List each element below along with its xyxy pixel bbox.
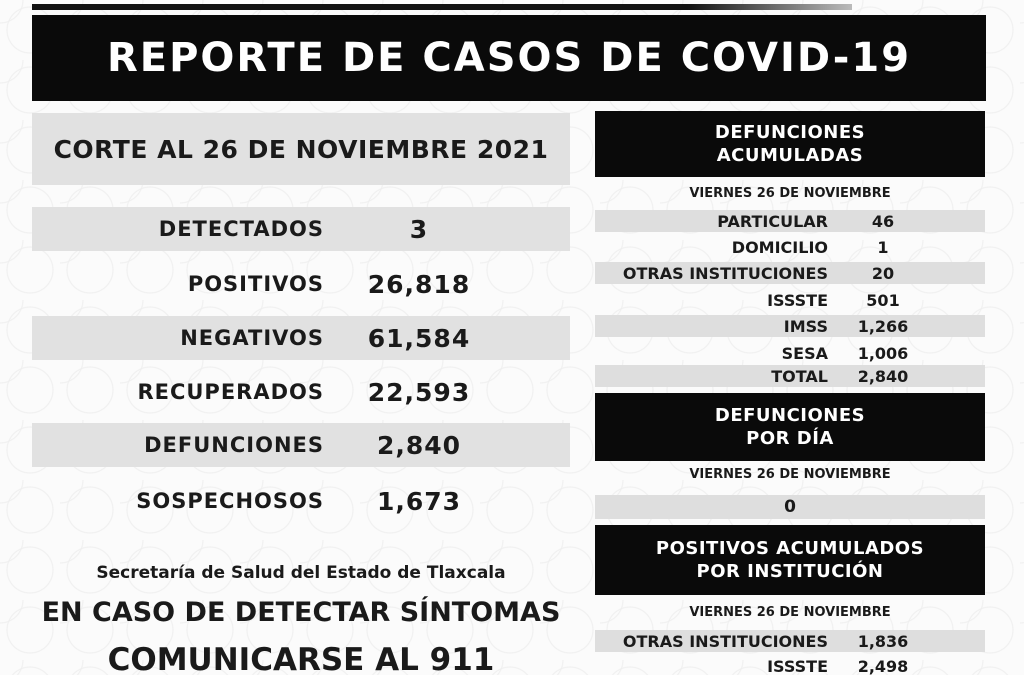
defunciones-por-dia-header xyxy=(595,393,985,461)
section-title: DEFUNCIONES xyxy=(714,122,866,143)
cutoff-date: CORTE AL 26 DE NOVIEMBRE 2021 xyxy=(53,134,549,164)
stat-label: NEGATIVOS xyxy=(180,326,324,350)
section-title: ACUMULADAS xyxy=(716,145,864,166)
row-value: 501 xyxy=(866,290,900,310)
positivos-institucion-header xyxy=(595,525,985,595)
stat-row-detectados xyxy=(32,207,570,251)
emergency-contact: COMUNICARSE AL 911 xyxy=(107,642,495,675)
section-date: VIERNES 26 DE NOVIEMBRE xyxy=(689,186,891,201)
stat-row-recuperados xyxy=(32,370,570,414)
section-title: POR DÍA xyxy=(746,428,834,449)
row-value: 20 xyxy=(871,263,895,283)
page-title: REPORTE DE CASOS DE COVID-19 xyxy=(106,35,912,81)
stat-value: 2,840 xyxy=(376,430,462,460)
row-value: 1,266 xyxy=(857,316,909,336)
table-row xyxy=(595,262,985,284)
stat-label: DETECTADOS xyxy=(158,217,324,241)
table-row xyxy=(595,630,985,652)
section-title: POSITIVOS ACUMULADOS xyxy=(655,538,925,559)
table-row xyxy=(595,210,985,232)
stat-label: RECUPERADOS xyxy=(137,380,324,404)
row-label: PARTICULAR xyxy=(717,211,828,231)
stat-value: 1,673 xyxy=(376,486,462,516)
row-label: DOMICILIO xyxy=(731,237,828,257)
table-row xyxy=(595,655,985,675)
section-date: VIERNES 26 DE NOVIEMBRE xyxy=(689,605,891,620)
stat-row-positivos xyxy=(32,262,570,306)
top-divider xyxy=(32,4,852,10)
title-banner xyxy=(32,15,986,101)
section-title: POR INSTITUCIÓN xyxy=(696,561,884,582)
row-label: SESA xyxy=(781,343,828,363)
symptom-warning: EN CASO DE DETECTAR SÍNTOMAS xyxy=(41,597,561,628)
cutoff-date-banner xyxy=(32,113,570,185)
row-label: TOTAL xyxy=(771,366,828,386)
row-value: 1,836 xyxy=(857,631,909,651)
row-label: OTRAS INSTITUCIONES xyxy=(622,263,828,283)
stat-value: 3 xyxy=(409,214,429,244)
row-value: 46 xyxy=(871,211,895,231)
stat-label: DEFUNCIONES xyxy=(144,433,324,457)
row-value: 2,498 xyxy=(857,656,909,675)
defunciones-acumuladas-header xyxy=(595,111,985,177)
stat-value: 26,818 xyxy=(367,269,471,299)
stat-value: 61,584 xyxy=(367,323,471,353)
daily-deaths-value: 0 xyxy=(595,495,985,519)
table-row xyxy=(595,289,985,311)
row-value: 1,006 xyxy=(857,343,909,363)
section-date: VIERNES 26 DE NOVIEMBRE xyxy=(689,467,891,482)
table-row xyxy=(595,342,985,364)
stat-row-negativos xyxy=(32,316,570,360)
stat-value: 22,593 xyxy=(367,377,471,407)
row-value: 2,840 xyxy=(857,366,909,386)
row-label: OTRAS INSTITUCIONES xyxy=(622,631,828,651)
stat-label: SOSPECHOSOS xyxy=(136,489,324,513)
stat-row-defunciones xyxy=(32,423,570,467)
table-row-total xyxy=(595,365,985,387)
row-label: ISSSTE xyxy=(767,290,828,310)
table-row xyxy=(595,315,985,337)
section-title: DEFUNCIONES xyxy=(714,405,866,426)
row-label: ISSSTE xyxy=(767,656,828,675)
stat-label: POSITIVOS xyxy=(187,272,324,296)
table-row xyxy=(595,236,985,258)
secretaria-credit: Secretaría de Salud del Estado de Tlaxcala xyxy=(96,563,506,583)
stat-row-sospechosos xyxy=(32,479,570,523)
row-label: IMSS xyxy=(783,316,828,336)
row-value: 1 xyxy=(877,237,889,257)
